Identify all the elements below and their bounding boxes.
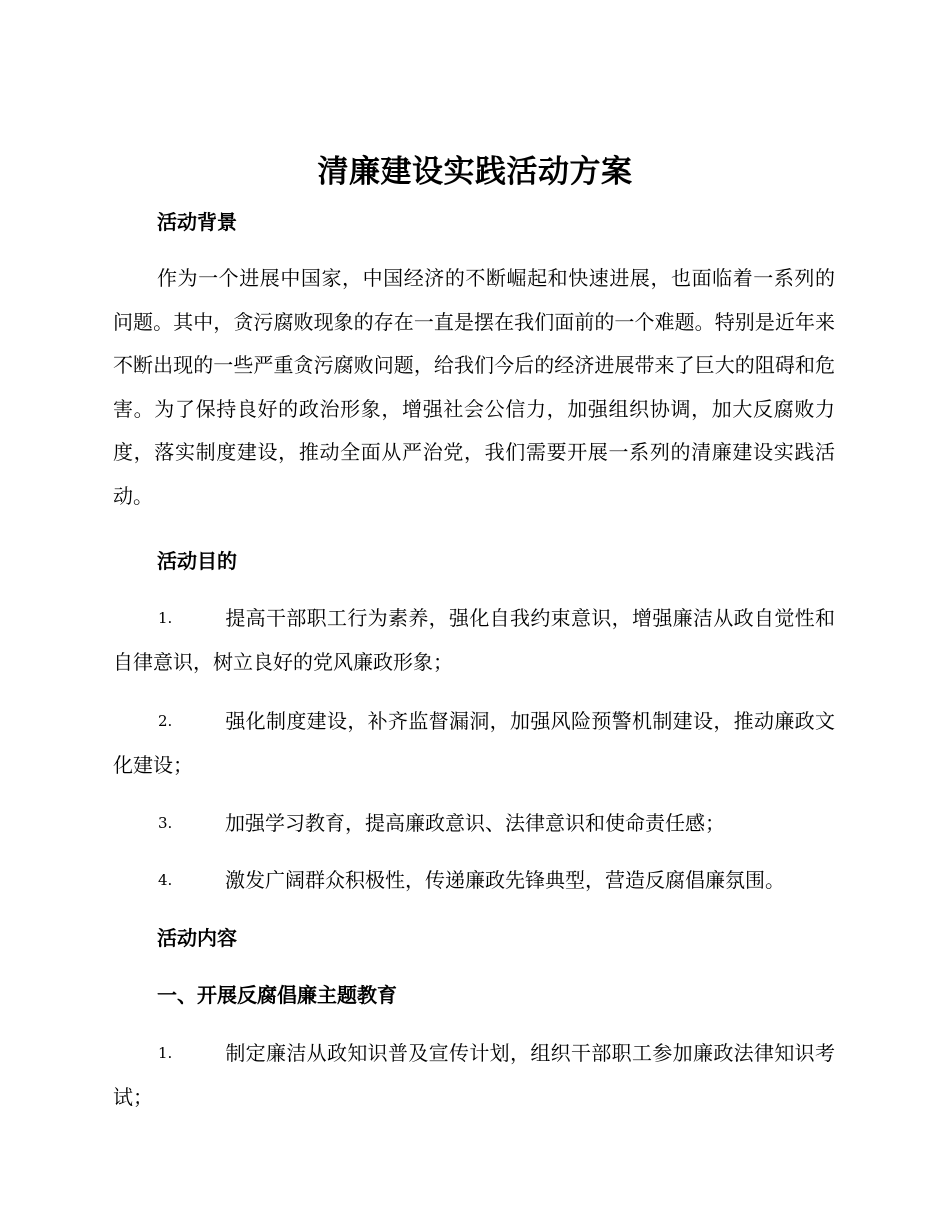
section-heading-purpose: 活动目的 xyxy=(157,549,237,573)
document-title: 清廉建设实践活动方案 xyxy=(317,154,633,190)
list-item-text: 提高干部职工行为素养，强化自我约束意识，增强廉洁从政自觉性和自律意识，树立良好的党风廉政形象； xyxy=(113,606,835,674)
content-subheading: 一、开展反腐倡廉主题教育 xyxy=(157,983,397,1007)
list-item-text: 强化制度建设，补齐监督漏洞，加强风险预警机制建设，推动廉政文化建设； xyxy=(113,709,835,777)
purpose-list-item xyxy=(113,699,835,787)
list-item-number: 4. xyxy=(158,871,173,889)
section-heading-background: 活动背景 xyxy=(157,210,237,234)
list-item-text: 激发广阔群众积极性，传递廉政先锋典型，营造反腐倡廉氛围。 xyxy=(225,868,785,892)
background-paragraph: 作为一个进展中国家，中国经济的不断崛起和快速进展，也面临着一系列的问题。其中，贪污腐败现象的存在一直是摆在我们面前的一个难题。特别是近年来不断出现的一些严重贪污腐败问题，给我们今后的经济进展带来了巨大的阻碍和危害。为了保持良好的政治形象，增强社会公信力，加强组织协调，加大反腐败力度，落实制度建设，推动全面从严治党，我们需要开展一系列的清廉建设实践活动。 xyxy=(113,266,835,508)
list-item-number: 3. xyxy=(158,814,173,832)
purpose-list-item xyxy=(113,858,835,902)
purpose-list-item xyxy=(113,801,835,845)
list-item-text: 加强学习教育，提高廉政意识、法律意识和使命责任感； xyxy=(225,811,725,835)
section-heading-content: 活动内容 xyxy=(157,926,237,950)
list-item-number: 1. xyxy=(158,1044,173,1062)
list-item-number: 2. xyxy=(158,712,173,730)
purpose-list-item xyxy=(113,596,835,684)
list-item-number: 1. xyxy=(158,609,173,627)
list-item-text: 制定廉洁从政知识普及宣传计划，组织干部职工参加廉政法律知识考试； xyxy=(113,1041,835,1109)
content-list-item xyxy=(113,1031,835,1119)
